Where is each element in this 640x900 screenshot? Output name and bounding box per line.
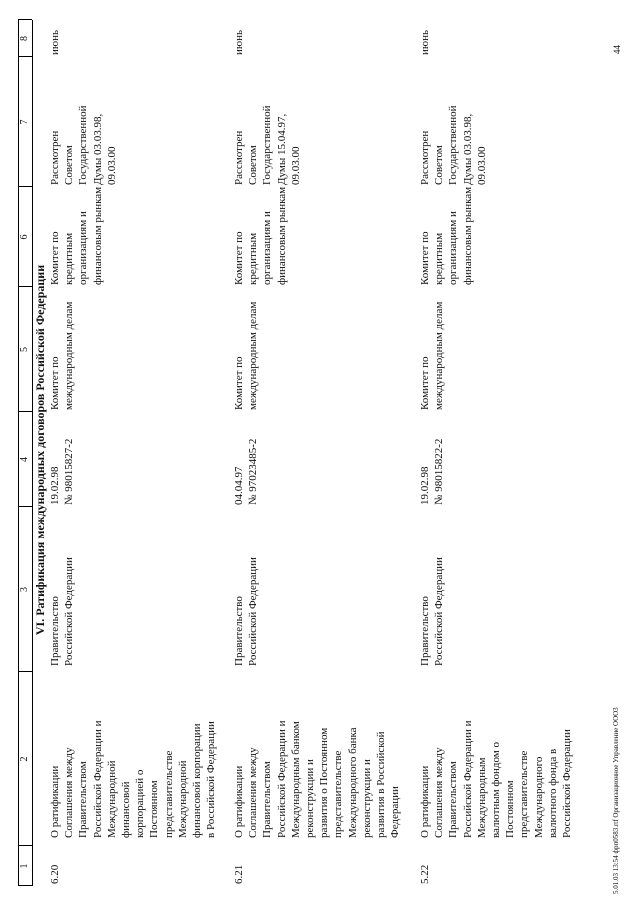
row-number: 6.21: [233, 864, 245, 884]
responsible-committee: Комитет по международным делам: [419, 301, 446, 410]
footer-print-info: 5.01.03 13:54 фрп0583.rtf Организационное Управление ООО3: [612, 707, 620, 894]
section-title: VI. Ратификация международных договоров Российской Федерации: [33, 264, 47, 636]
col-number-1: 1: [19, 863, 30, 869]
initiator: Правительство Российской Федерации: [233, 557, 260, 666]
initiator: Правительство Российской Федерации: [419, 557, 446, 666]
col-number-4: 4: [19, 457, 30, 462]
responsible-committee: Комитет по международным делам: [49, 301, 76, 410]
col-number-6: 6: [19, 234, 30, 240]
co-committee: Комитет по кредитным организациям и финансовым рынкам: [49, 186, 104, 285]
date-number: 19.02.98 № 98015822-2: [419, 438, 446, 505]
col-number-5: 5: [19, 347, 30, 352]
status: Рассмотрен Советом Государственной Думы 03.03.98, 09.03.00: [419, 105, 488, 185]
month: июнь: [49, 29, 61, 55]
agreement-title: О ратификации Соглашения между Правительством Российской Федерации и Международным банком реконструкции и развития о Постоянном представительстве Международного банка реконструкции и развития в Российской Федерации: [233, 720, 402, 838]
page-number: 44: [612, 45, 622, 54]
co-committee: Комитет по кредитным организациям и финансовым рынкам: [419, 186, 474, 285]
agreement-title: О ратификации Соглашения между Правительством Российской Федерации и Международной финансовой корпорацией о Постоянном представительстве Международной финансовой корпорации в Российской Федерации: [49, 720, 218, 838]
row-number: 5.22: [419, 864, 431, 884]
month: июнь: [233, 29, 245, 55]
col-number-7: 7: [19, 119, 30, 125]
status: Рассмотрен Советом Государственной Думы 15.04.97, 09.03.00: [233, 105, 302, 185]
date-number: 04.04.97 № 97023485-2: [233, 438, 260, 505]
status: Рассмотрен Советом Государственной Думы 03.03.98, 09.03.00: [49, 105, 118, 185]
initiator: Правительство Российской Федерации: [49, 557, 76, 666]
month: июнь: [419, 29, 431, 55]
agreement-title: О ратификации Соглашения между Правительством Российской Федерации и Международным валютным фондом о Постоянном представительстве Международного валютного фонда в Российской Федерации: [419, 720, 574, 838]
col-number-8: 8: [19, 36, 30, 41]
responsible-committee: Комитет по международным делам: [233, 301, 260, 410]
col-number-2: 2: [19, 756, 30, 762]
co-committee: Комитет по кредитным организациям и финансовым рынкам: [233, 186, 288, 285]
date-number: 19.02.98 № 98015827-2: [49, 438, 76, 505]
row-number: 6.20: [49, 864, 61, 884]
col-number-3: 3: [19, 587, 30, 592]
